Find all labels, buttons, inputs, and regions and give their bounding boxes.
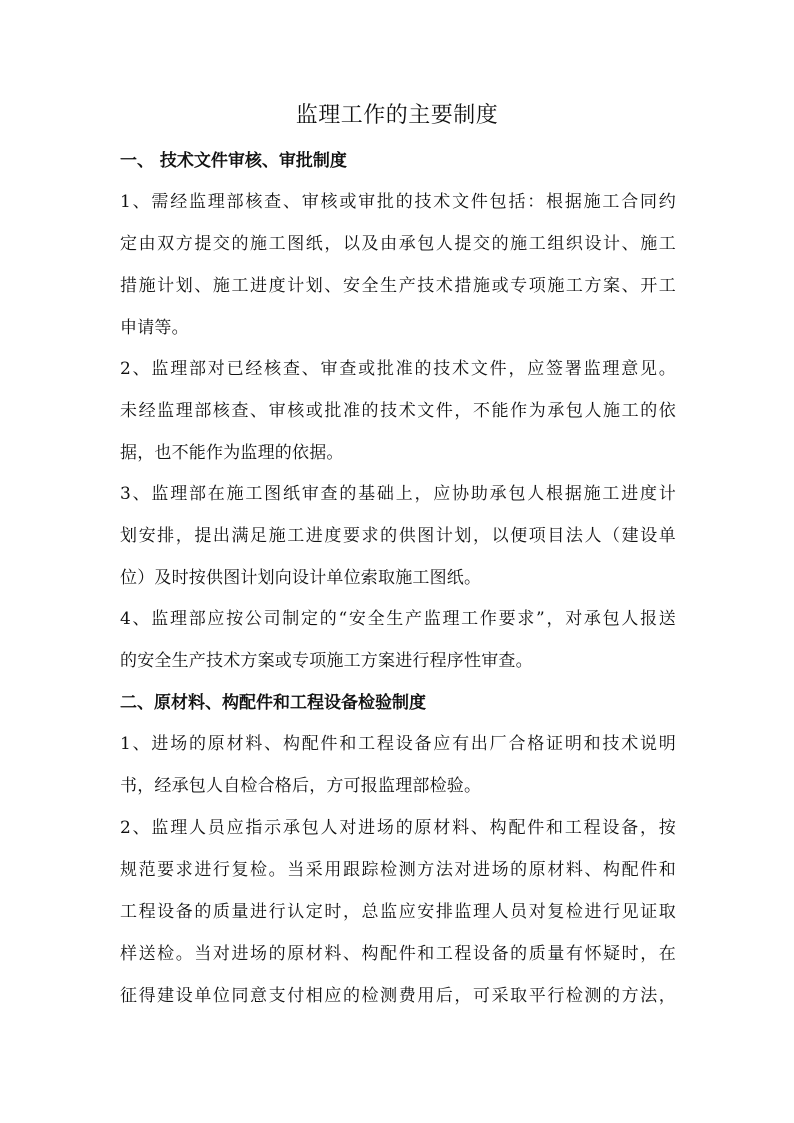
- paragraph-line: 征得建设单位同意支付相应的检测费用后，可采取平行检测的方法，: [120, 986, 676, 1006]
- paragraph-line: 据，也不能作为监理的依据。: [120, 443, 344, 463]
- paragraph-line: 未经监理部核查、审核或批准的技术文件，不能作为承包人施工的依: [120, 401, 676, 421]
- paragraph-line: 规范要求进行复检。当采用跟踪检测方法对进场的原材料、构配件和: [120, 860, 676, 880]
- paragraph-line: 3、监理部在施工图纸审查的基础上，应协助承包人根据施工进度计: [120, 484, 676, 504]
- paragraph-line: 位）及时按供图计划向设计单位索取施工图纸。: [120, 568, 482, 588]
- paragraph-line: 定由双方提交的施工图纸，以及由承包人提交的施工组织设计、施工: [120, 234, 676, 254]
- paragraph-line: 1、进场的原材料、构配件和工程设备应有出厂合格证明和技术说明: [120, 734, 676, 754]
- paragraph-line: 措施计划、施工进度计划、安全生产技术措施或专项施工方案、开工: [120, 276, 676, 296]
- paragraph-line: 申请等。: [120, 318, 189, 338]
- paragraph-line: 1、需经监理部核查、审核或审批的技术文件包括：根据施工合同约: [120, 192, 676, 212]
- paragraph-line: 2、监理人员应指示承包人对进场的原材料、构配件和工程设备，按: [120, 818, 676, 838]
- paragraph-line: 的安全生产技术方案或专项施工方案进行程序性审查。: [120, 651, 533, 671]
- paragraph-line: 样送检。当对进场的原材料、构配件和工程设备的质量有怀疑时，在: [120, 944, 676, 964]
- document-title: 监理工作的主要制度: [295, 103, 499, 128]
- paragraph-line: 工程设备的质量进行认定时，总监应安排监理人员对复检进行见证取: [120, 902, 676, 922]
- paragraph-line: 2、监理部对已经核查、审查或批准的技术文件，应签署监理意见。: [120, 359, 676, 379]
- paragraph-line: 划安排，提出满足施工进度要求的供图计划，以便项目法人（建设单: [120, 526, 676, 546]
- paragraph-line: 4、监理部应按公司制定的“安全生产监理工作要求”，对承包人报送: [120, 609, 676, 629]
- paragraph-line: 书，经承包人自检合格后，方可报监理部检验。: [120, 776, 482, 796]
- section-heading-1: 一、 技术文件审核、审批制度: [120, 151, 347, 171]
- section-heading-2: 二、原材料、构配件和工程设备检验制度: [120, 693, 426, 713]
